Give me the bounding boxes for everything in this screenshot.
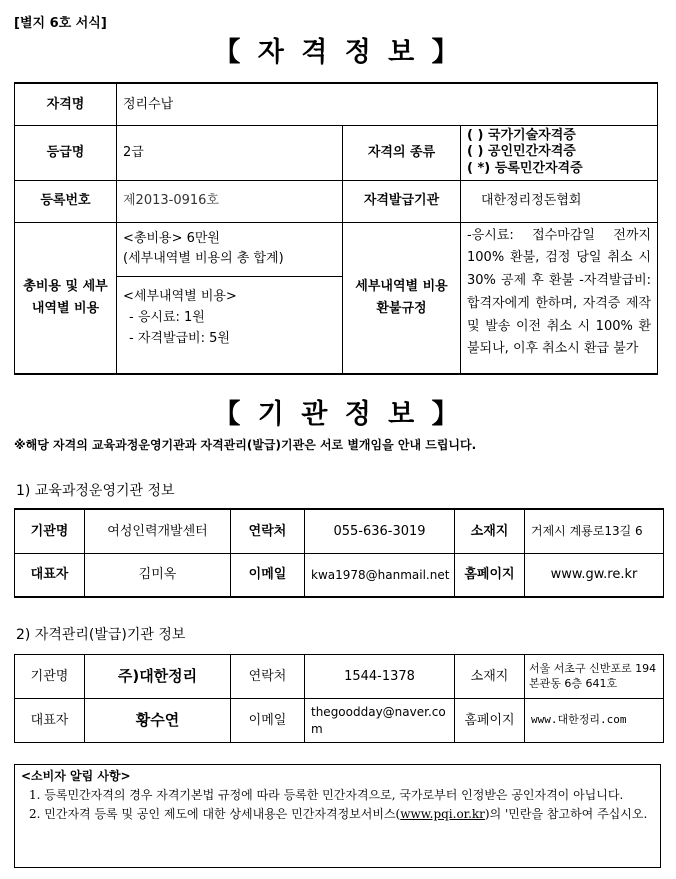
mgmt-homepage-label: 홈페이지 (455, 699, 525, 743)
edu-org-name-value: 여성인력개발센터 (85, 509, 231, 553)
mgmt-contact-value: 1544-1378 (305, 655, 455, 699)
consumer-notice-title: <소비자 알림 사항> (21, 769, 131, 783)
form-number: [별지 6호 서식] (14, 16, 107, 31)
cost-total-note: (세부내역별 비용의 총 합계) (123, 251, 284, 267)
qualification-section-title: 【 자 격 정 보 】 (213, 37, 463, 68)
mgmt-org-name-value: 주)대한정리 (85, 655, 231, 699)
cost-detail-title: <세부내역별 비용> (123, 289, 237, 305)
edu-org-name-label: 기관명 (15, 509, 85, 553)
edu-homepage-value: www.gw.re.kr (525, 553, 664, 597)
notice-item-2-prefix: 2. 민간자격 등록 및 공인 제도에 대한 상세내용은 민간자격정보서비스( (29, 807, 401, 822)
edu-address-value: 거제시 계룡로13길 6 (525, 509, 664, 553)
edu-rep-value: 김미옥 (85, 553, 231, 597)
issuer-label: 자격발급기관 (343, 180, 461, 222)
mgmt-rep-value: 황수연 (85, 699, 231, 743)
cost-exam-fee: - 응시료: 1원 (129, 309, 205, 325)
cost-label: 총비용 및 세부내역별 비용 (15, 222, 117, 374)
cost-issue-fee: - 자격발급비: 5원 (129, 330, 230, 346)
notice-item-2-suffix: )의 '민란을 참고하여 주십시오. (484, 807, 648, 822)
edu-email-label: 이메일 (231, 553, 305, 597)
reg-number-value: 제2013-0916호 (117, 180, 343, 222)
mgmt-contact-label: 연락처 (231, 655, 305, 699)
mgmt-email-value: thegoodday@naver.com (305, 699, 455, 743)
qual-name-value: 정리수납 (117, 83, 658, 125)
edu-address-label: 소재지 (455, 509, 525, 553)
edu-rep-label: 대표자 (15, 553, 85, 597)
mgmt-address-label: 소재지 (455, 655, 525, 699)
mgmt-org-name-label: 기관명 (15, 655, 85, 699)
grade-label: 등급명 (15, 125, 117, 180)
qual-name-label: 자격명 (15, 83, 117, 125)
cost-total-line: <총비용> 6만원 (123, 230, 220, 246)
edu-contact-label: 연락처 (231, 509, 305, 553)
consumer-notice-box (14, 764, 661, 868)
organization-note: ※해당 자격의 교육과정운영기관과 자격관리(발급)기관은 서로 별개임을 안내 드립니다. (14, 438, 477, 452)
edu-email-value: kwa1978@hanmail.net (305, 553, 455, 597)
mgmt-rep-label: 대표자 (15, 699, 85, 743)
mgmt-email-label: 이메일 (231, 699, 305, 743)
qual-type-certified: ( ) 공인민간자격증 (467, 144, 576, 160)
refund-rules: -응시료: 접수마감일 전까지 100% 환불, 검정 당일 취소 시 30% 공제 후 환불 -자격발급비:합격자에게 한하며, 자격증 제작 및 발송 이전 취소 시 100% 환불되나, 이후 취소시 환급 불가 (461, 222, 658, 374)
edu-org-heading: 1) 교육과정운영기관 정보 (16, 483, 175, 499)
mgmt-org-table (14, 654, 664, 743)
consumer-notice-item-2 (21, 805, 654, 824)
edu-org-table (14, 508, 664, 598)
pqi-link[interactable]: www.pqi.or.kr (400, 807, 485, 822)
consumer-notice-item-1: 1. 등록민간자격의 경우 자격기본법 규정에 따라 등록한 민간자격으로, 국가로부터 인정받은 공인자격이 아닙니다. (29, 788, 624, 803)
qualification-info-table (14, 82, 658, 375)
reg-number-label: 등록번호 (15, 180, 117, 222)
qual-type-options (461, 125, 658, 180)
mgmt-org-heading: 2) 자격관리(발급)기관 정보 (16, 627, 186, 643)
qual-type-label: 자격의 종류 (343, 125, 461, 180)
mgmt-address-value: 서울 서초구 신반포로 194 본관동 6층 641호 (525, 655, 664, 699)
organization-section-title: 【 기 관 정 보 】 (213, 399, 463, 430)
grade-value: 2급 (117, 125, 343, 180)
qual-type-registered: ( *) 등록민간자격증 (467, 160, 583, 176)
refund-label: 세부내역별 비용 환불규정 (343, 222, 461, 374)
mgmt-homepage-value: www.대한정리.com (525, 699, 664, 743)
edu-homepage-label: 홈페이지 (455, 553, 525, 597)
cost-breakdown (117, 222, 343, 374)
edu-contact-value: 055-636-3019 (305, 509, 455, 553)
issuer-value: 대한정리정돈협회 (461, 180, 658, 222)
qual-type-national: ( ) 국가기술자격증 (467, 128, 576, 144)
